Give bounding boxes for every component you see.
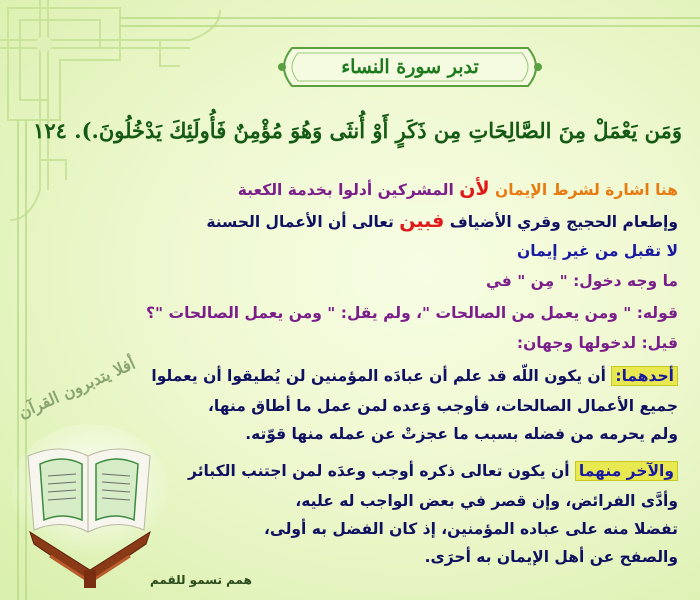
text-line-3: لا تقبل من غير إيمان <box>517 242 678 260</box>
text-line-1 <box>238 178 678 201</box>
text-line-11: وأدَّى الفرائض، وإن قصر في بعض الواجب له عليه، <box>295 492 678 510</box>
text-line-9: ولم يحرمه من فضله بسبب ما عجزتْ عن عمله منها قوّته. <box>245 425 678 443</box>
text-line-5 <box>146 302 678 324</box>
text-line-13: والصفح عن أهل الإيمان به أحرَى. <box>424 548 678 566</box>
text-line-10-b: أن يكون تعالى ذكره أوجب وعدَه لمن اجتنب الكبائر <box>188 462 570 480</box>
text-line-6: قيل: لدخولها وجهان: <box>516 334 678 352</box>
text-line-12: تفضلا منه على عباده المؤمنين، إذ كان الفضل به أولى، <box>264 520 678 538</box>
keyword-because: لأن <box>459 178 490 200</box>
text-line-1-c: المشركين أدلوا بخدمة الكعبة <box>237 181 454 199</box>
text-line-4: ما وجه دخول: " مِن " في <box>485 272 678 290</box>
text-line-2 <box>206 210 678 233</box>
quran-verse: وَمَن يَعْمَلْ مِنَ الصَّالِحَاتِ مِن ذَكَرٍ أَوْ أُنثَى وَهُوَ مُؤْمِنٌ فَأُولَئِكَ يَدْخُلُونَ.). ١٢٤ <box>33 118 682 143</box>
quran-book-icon <box>10 420 170 590</box>
keyword-so-clarified: فبين <box>399 210 445 232</box>
text-line-10 <box>188 460 678 482</box>
text-line-1-a: هنا اشارة لشرط الإيمان <box>495 181 678 199</box>
text-line-7-b: أن يكون اللّه قد علم أن عبادَه المؤمنين لن يُطيقوا أن يعملوا <box>151 367 606 385</box>
text-line-5-text: قوله: " ومن يعمل من الصالحات "، ولم يقل: " ومن يعمل الصالحات "؟ <box>146 304 678 322</box>
first-view-label: أحدهما: <box>611 366 678 386</box>
side-verse-caption: أفلا يتدبرون القرآن <box>15 353 139 423</box>
signature: همم تسمو للقمم <box>150 573 252 587</box>
text-line-8: جميع الأعمال الصالحات، فأوجب وَعده لمن عمل ما أطاق منها، <box>207 397 678 415</box>
page-title: تدبر سورة النساء <box>341 56 479 78</box>
second-view-label: والآخر منهما <box>575 461 678 481</box>
text-line-7 <box>151 365 678 387</box>
text-line-2-a: وإطعام الحجيج وقري الأضياف <box>449 213 678 231</box>
text-line-2-c: تعالى أن الأعمال الحسنة <box>206 213 394 231</box>
